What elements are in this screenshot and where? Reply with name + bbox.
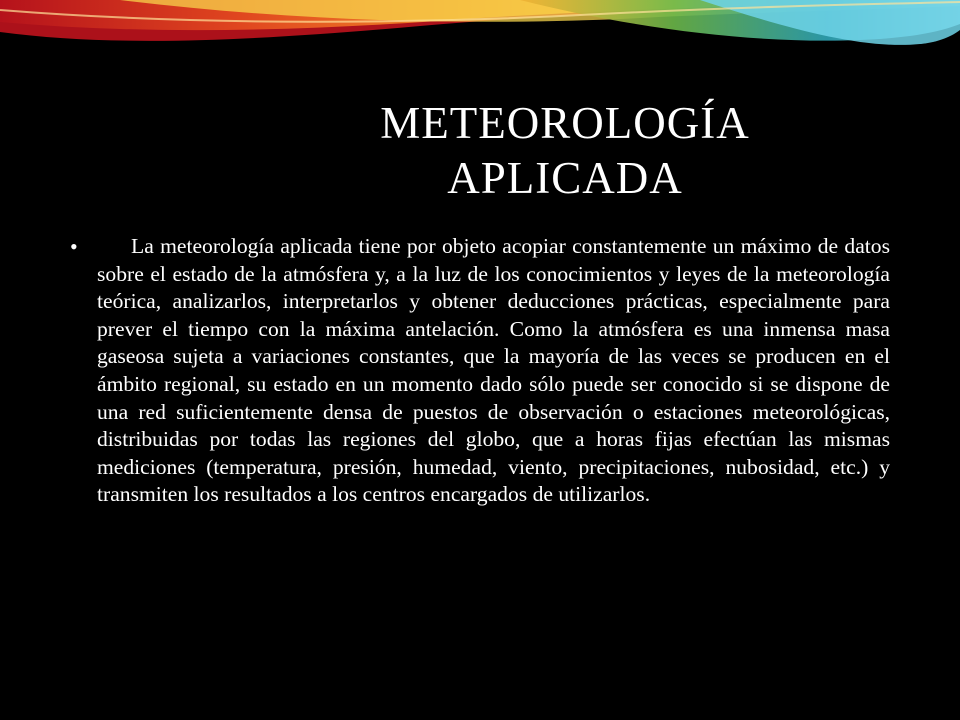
- bullet-item: [70, 233, 890, 509]
- decorative-ribbons: [0, 0, 960, 80]
- slide-title: [330, 96, 800, 206]
- bullet-dot: •: [70, 234, 78, 259]
- title-line-2: APLICADA: [447, 153, 683, 203]
- title-line-1: METEOROLOGÍA: [380, 98, 750, 148]
- bullet-paragraph: La meteorología aplicada tiene por objeto acopiar constantemente un máximo de datos sobre el estado de la atmósfera y, a la luz de los conocimientos y leyes de la meteorología teórica, analizarlos, interpretarlos y obtener deducciones prácticas, especialmente para prever el tiempo con la máxima antelación. Como la atmósfera es una inmensa masa gaseosa sujeta a variaciones constantes, que la mayoría de las veces se producen en el ámbito regional, su estado en un momento dado sólo puede ser conocido si se dispone de una red suficientemente densa de puestos de observación o estaciones meteorológicas, distribuidas por todas las regiones del globo, que a horas fijas efectúan las mismas mediciones (temperatura, presión, humedad, viento, precipitaciones, nubosidad, etc.) y transmiten los resultados a los centros encargados de utilizarlos.: [97, 234, 890, 507]
